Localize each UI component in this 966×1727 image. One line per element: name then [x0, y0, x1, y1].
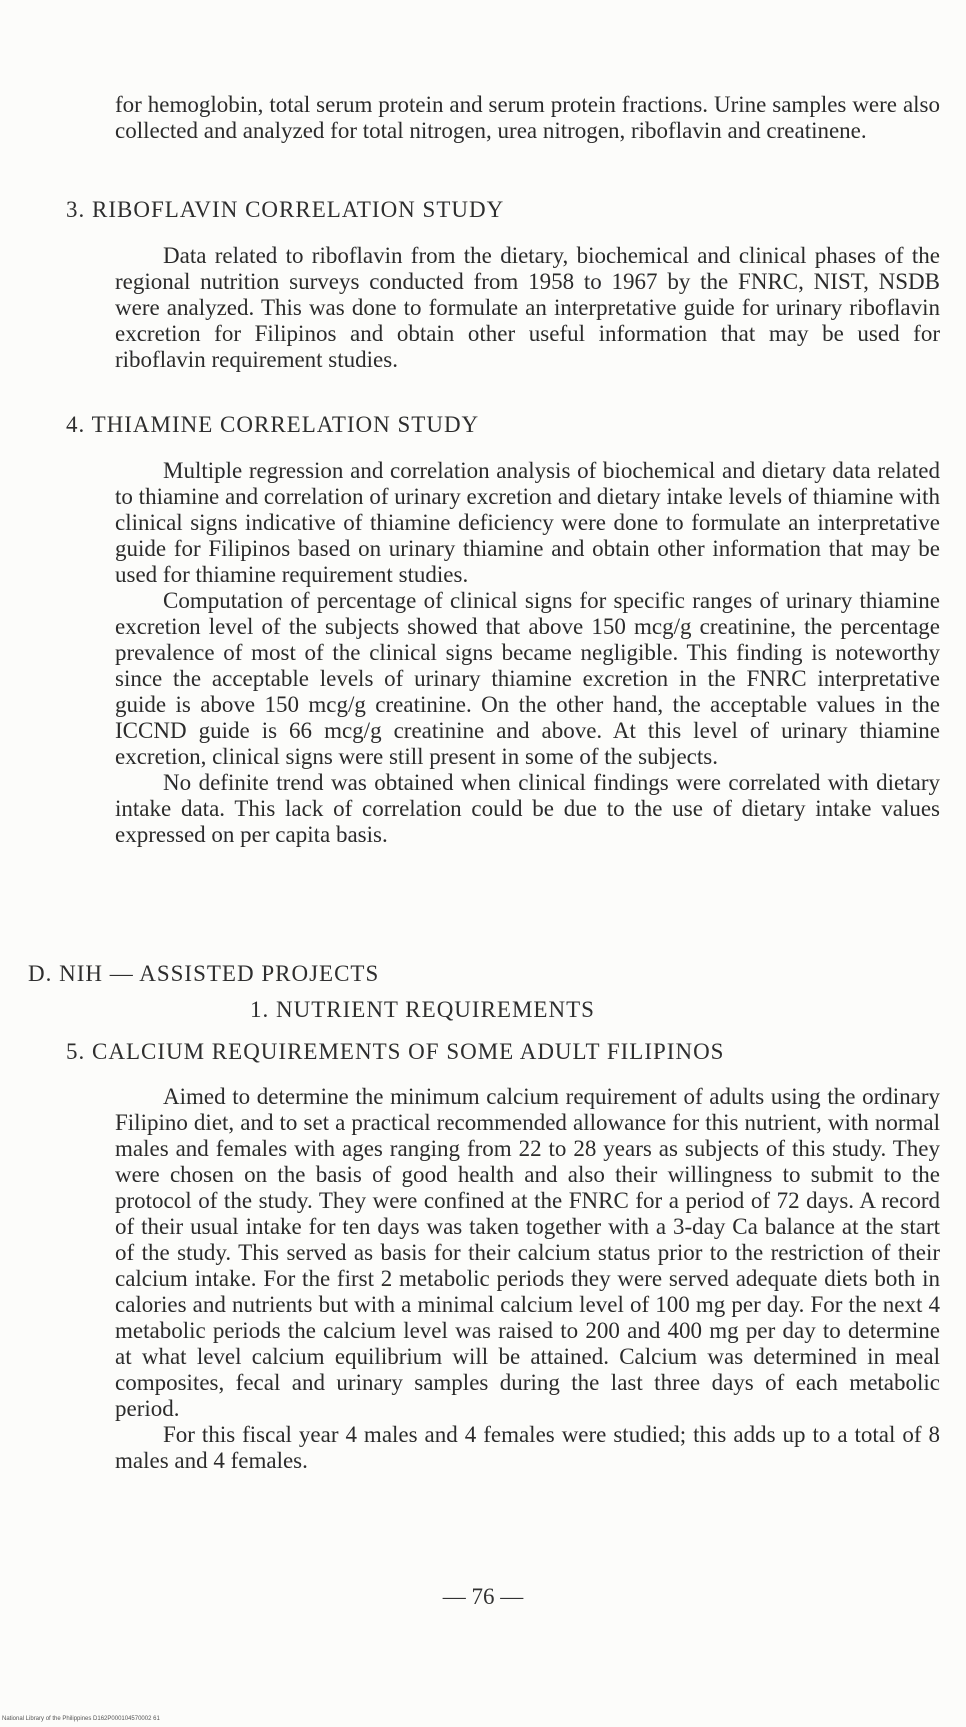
section-4-paragraph-2: Computation of percentage of clinical signs for specific ranges of urinary thiamine excretion level of the subjects showed that above 150 mcg/g creatinine, the percentage prevalence of most of the clinical signs became negligible. This finding is noteworthy since the acceptable levels of urinary thiamine excretion in the FNRC interpretative guide is above 150 mcg/g creatinine. On the other hand, the acceptable values in the ICCND guide is 66 mcg/g creatinine and above. At this level of urinary thiamine excretion, clinical signs were still present in some of the subjects.	[115, 588, 940, 769]
section-3-paragraph: Data related to riboflavin from the dietary, biochemical and clinical phases of the regional nutrition surveys conducted from 1958 to 1967 by the FNRC, NIST, NSDB were analyzed. This was done to formulate an interpretative guide for urinary riboflavin excretion for Filipinos and obtain other useful information that may be used for riboflavin requirement studies.	[115, 243, 940, 372]
section-3-heading: 3. RIBOFLAVIN CORRELATION STUDY	[66, 197, 505, 222]
section-4-paragraph-1: Multiple regression and correlation analysis of biochemical and dietary data related to thiamine and correlation of urinary excretion and dietary intake levels of thiamine with clinical signs indicative of thiamine deficiency were done to formulate an interpretative guide for Filipinos based on urinary thiamine and obtain other information that may be used for thiamine requirement studies.	[115, 458, 940, 587]
section-3-body	[115, 243, 940, 373]
intro-text	[115, 92, 940, 144]
nutrient-requirements-subheading: 1. NUTRIENT REQUIREMENTS	[250, 997, 595, 1022]
section-4-paragraph-3: No definite trend was obtained when clinical findings were correlated with dietary intake data. This lack of correlation could be due to the use of dietary intake values expressed on per capita basis.	[115, 770, 940, 847]
section-4-heading: 4. THIAMINE CORRELATION STUDY	[66, 412, 480, 437]
section-5-heading: 5. CALCIUM REQUIREMENTS OF SOME ADULT FILIPINOS	[66, 1039, 725, 1064]
page-number: — 76 —	[442, 1584, 524, 1609]
section-5-body	[115, 1084, 940, 1474]
intro-paragraph: for hemoglobin, total serum protein and serum protein fractions. Urine samples were also collected and analyzed for total nitrogen, urea nitrogen, riboflavin and creatinene.	[115, 92, 940, 143]
section-5-paragraph-1: Aimed to determine the minimum calcium requirement of adults using the ordinary Filipino diet, and to set a practical recommended allowance for this nutrient, with normal males and females with ages ranging from 22 to 28 years as subjects of this study. They were chosen on the basis of good health and also their willingness to submit to the protocol of the study. They were confined at the FNRC for a period of 72 days. A record of their usual intake for ten days was taken together with a 3-day Ca balance at the start of the study. This served as basis for their calcium status prior to the restriction of their calcium intake. For the first 2 metabolic periods they were served adequate diets both in calories and nutrients but with a minimal calcium level of 100 mg per day. For the next 4 metabolic periods the calcium level was raised to 200 and 400 mg per day to determine at what level calcium equilibrium will be attained. Calcium was determined in meal composites, fecal and urinary samples during the last three days of each metabolic period.	[115, 1084, 940, 1421]
section-4-body	[115, 458, 940, 848]
section-5-paragraph-2: For this fiscal year 4 males and 4 females were studied; this adds up to a total of 8 males and 4 females.	[115, 1422, 940, 1473]
section-d-heading: D. NIH — ASSISTED PROJECTS	[28, 961, 380, 986]
library-credit: National Library of the Philippines D162P000104570002 61	[2, 1716, 160, 1722]
